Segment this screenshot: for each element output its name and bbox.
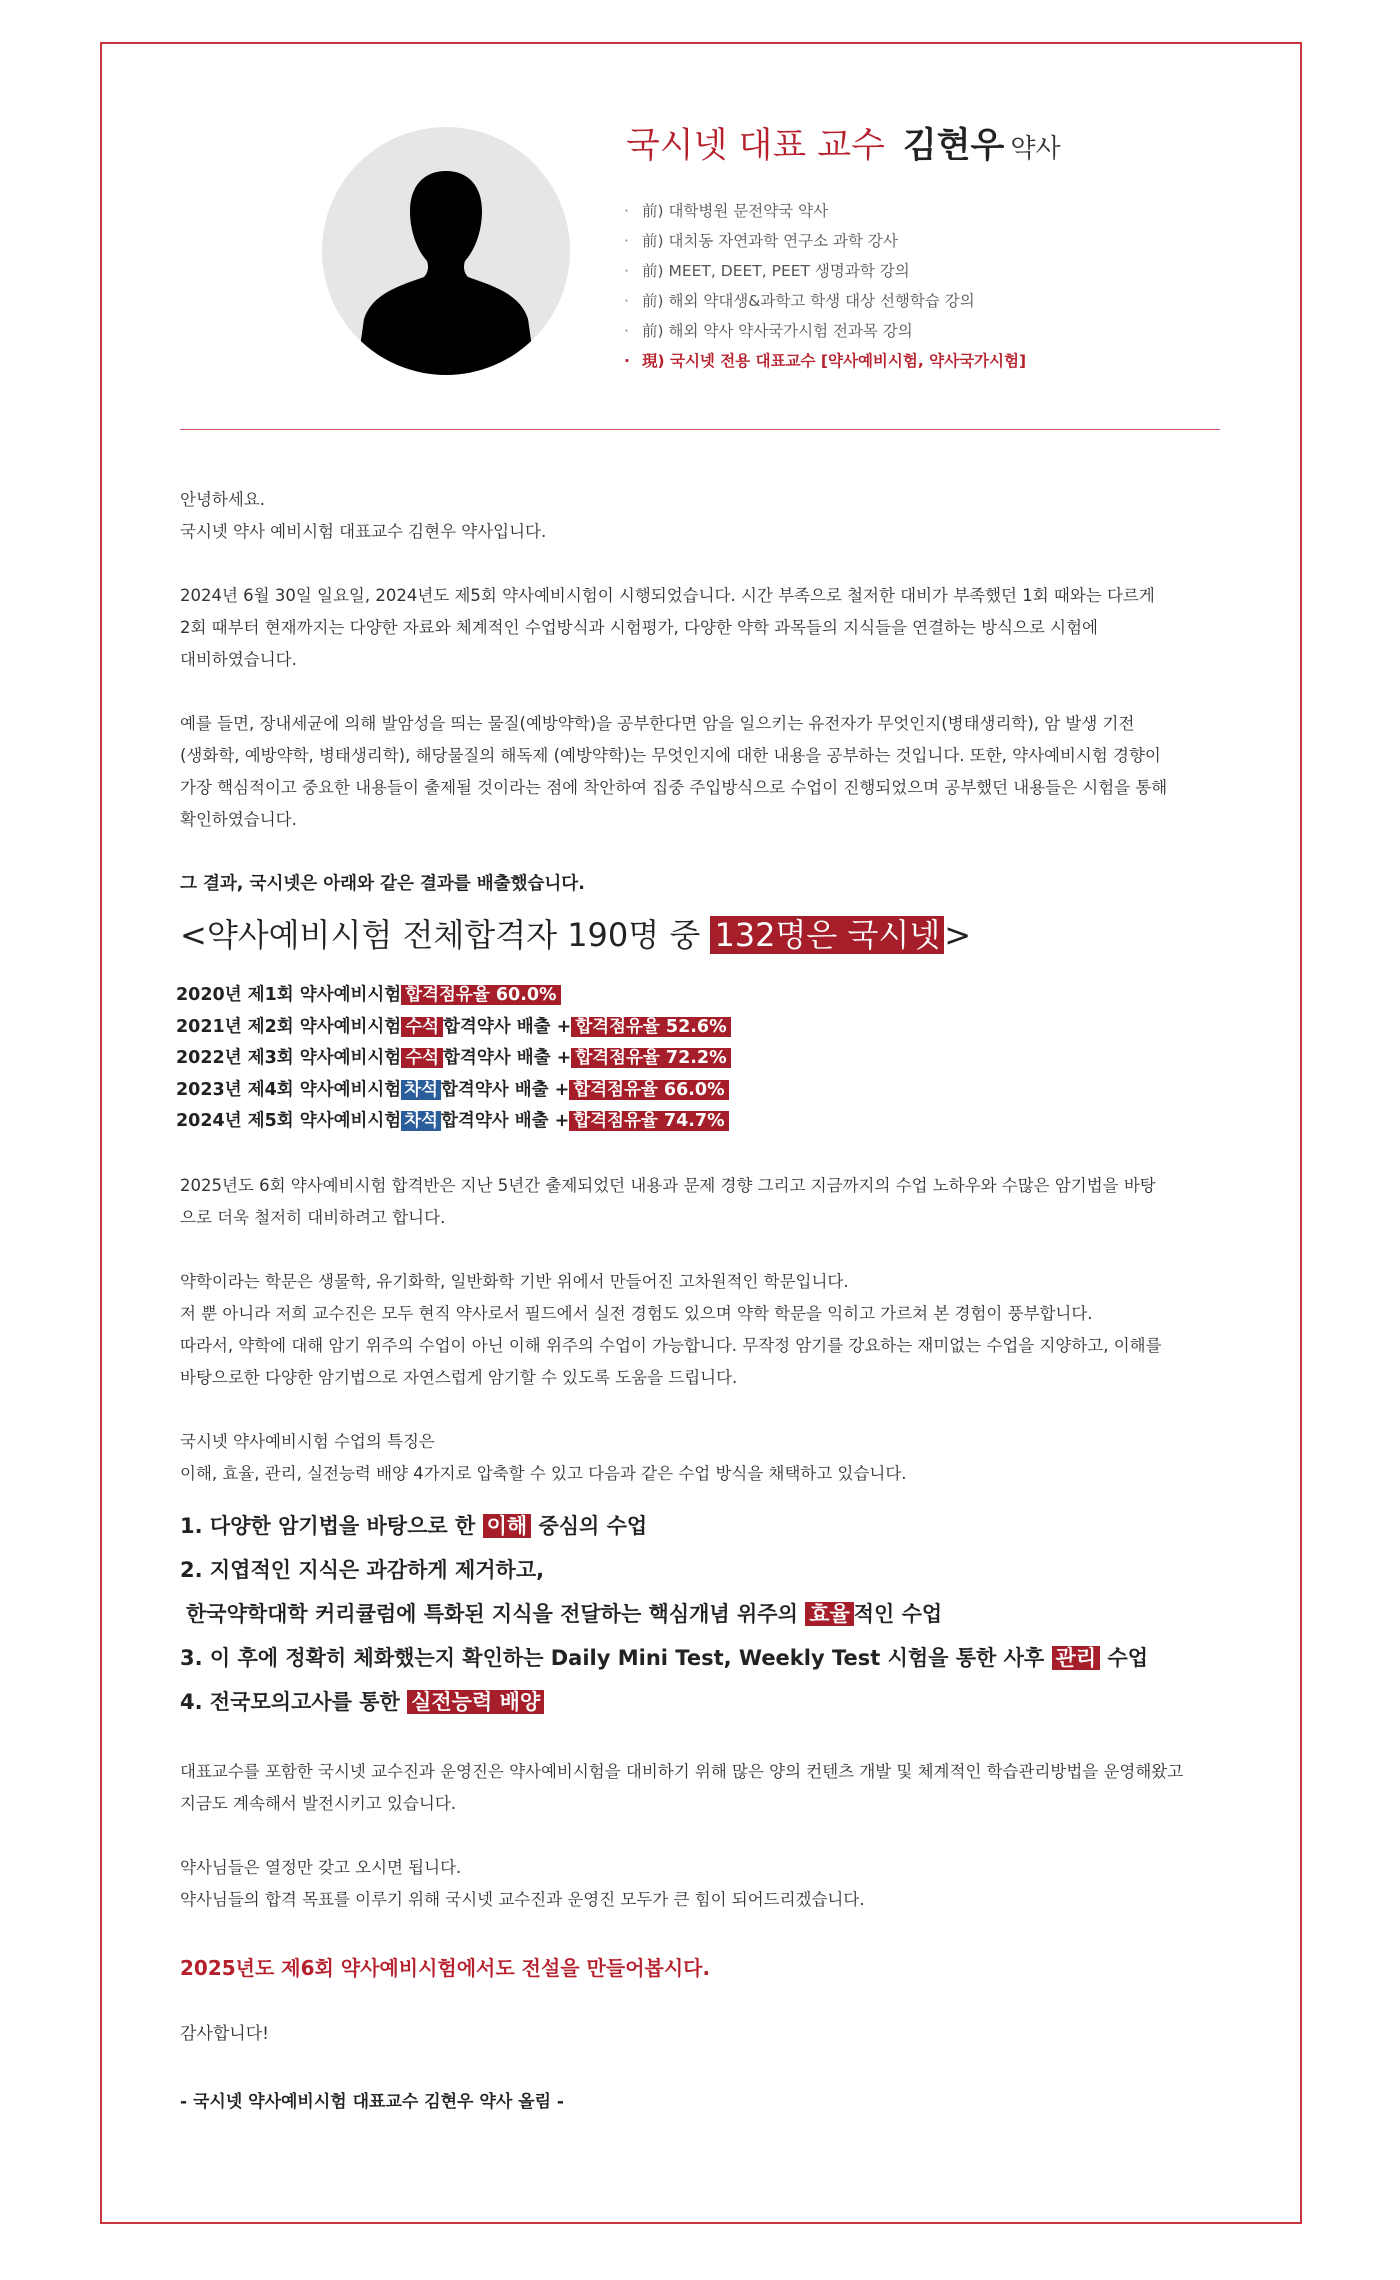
feature-efficiency-line2: 한국약학대학 커리큘럼에 특화된 지식을 전달하는 핵심개념 위주의 효율 적인 수업 (186, 1601, 943, 1626)
profile-avatar (322, 127, 570, 375)
rank-badge: 수석 (401, 1017, 443, 1037)
career-item: · 前) 대치동 자연과학 연구소 과학 강사 (624, 232, 898, 250)
paragraph-encouragement: 약사님들은 열정만 갖고 오시면 됩니다. 약사님들의 합격 목표를 이루기 위해 국시넷 교수진과 운영진 모두가 큰 힘이 되어드리겠습니다. (180, 1857, 865, 1909)
feature-efficiency-line1: 2. 지엽적인 지식은 과감하게 제거하고, (180, 1557, 545, 1582)
rank-badge: 차석 (401, 1111, 441, 1131)
result-row: 2022년 제3회 약사예비시험 수석 합격약사 배출 + 합격점유율 72.2% (176, 1043, 1225, 1075)
big-result-headline: <약사예비시험 전체합격자 190명 중 132명은 국시넷 > (180, 916, 972, 954)
results-list (176, 980, 1225, 1138)
result-row: 2020년 제1회 약사예비시험 합격점유율 60.0% (176, 980, 1225, 1012)
professor-title (626, 118, 1061, 180)
share-badge: 합격점유율 74.7% (569, 1111, 728, 1131)
features-list (180, 1504, 1225, 1724)
signature: - 국시넷 약사예비시험 대표교수 김현우 약사 올림 - (180, 2091, 564, 2112)
career-item: · 前) 해외 약사 약사국가시험 전과목 강의 (624, 322, 913, 340)
career-item: · 前) 대학병원 문전약국 약사 (624, 202, 829, 220)
paragraph-team: 대표교수를 포함한 국시넷 교수진과 운영진은 약사예비시험을 대비하기 위해 많은 양의 컨텐츠 개발 및 체계적인 학습관리방법을 운영해왔고 지금도 계속해서 발전시키고 있습니다. (180, 1761, 1184, 1813)
share-badge: 합격점유율 66.0% (569, 1080, 728, 1100)
rank-badge: 차석 (401, 1080, 441, 1100)
thanks: 감사합니다! (180, 2023, 269, 2044)
feature-practical: 4. 전국모의고사를 통한 실전능력 배양 (180, 1680, 1225, 1724)
rank-badge: 수석 (401, 1048, 443, 1068)
paragraph-exam-intro: 2024년 6월 30일 일요일, 2024년도 제5회 약사예비시험이 시행되었습니다. 시간 부족으로 철저한 대비가 부족했던 1회 때와는 다르게 2회 때부터 현재까지는 다양한 자료와 체계적인 수업방식과 시험평가, 다양한 약학 과목들의 지식들을 연결하는 방식으로 시험에 대비하였습니다. (180, 586, 1155, 669)
share-badge: 합격점유율 72.2% (571, 1048, 730, 1068)
title-red: 국시넷 대표 교수 (626, 126, 885, 166)
share-badge: 합격점유율 52.6% (571, 1017, 730, 1037)
paragraph-example: 예를 들면, 장내세균에 의해 발암성을 띄는 물질(예방약학)을 공부한다면 암을 일으키는 유전자가 무엇인지(병태생리학), 암 발생 기전 (생화학, 예방약학, 병태생리학), 해당물질의 해독제 (예방약학)는 무엇인지에 대한 내용을 공부하는 것입니다. 또한, 약사예비시험 경향이 가장 핵심적이고 중요한 내용들이 출제될 것이라는 점에 착안하여 집중 주입방식으로 수업이 진행되었으며 공부했던 내용들은 시험을 통해 확인하였습니다. (180, 714, 1168, 829)
career-item: · 前) 해외 약대생&과학고 학생 대상 선행학습 강의 (624, 292, 975, 310)
slogan: 2025년도 제6회 약사예비시험에서도 전설을 만들어봅시다. (180, 1955, 711, 1980)
big-result-highlight: 132명은 국시넷 (710, 916, 944, 954)
paragraph-2025-plan: 2025년도 6회 약사예비시험 합격반은 지난 5년간 출제되었던 내용과 문제 경향 그리고 지금까지의 수업 노하우와 수많은 암기법을 바탕 으로 더욱 철저히 대비하려고 합니다. (180, 1175, 1156, 1227)
result-row: 2021년 제2회 약사예비시험 수석 합격약사 배출 + 합격점유율 52.6% (176, 1012, 1225, 1044)
result-lead: 그 결과, 국시넷은 아래와 같은 결과를 배출했습니다. (180, 874, 585, 894)
career-item: · 前) MEET, DEET, PEET 생명과학 강의 (624, 262, 910, 280)
name-suffix: 약사 (1010, 134, 1061, 164)
feature-understanding: 1. 다양한 암기법을 바탕으로 한 이해 중심의 수업 (180, 1513, 648, 1538)
section-divider (180, 429, 1220, 430)
result-row: 2024년 제5회 약사예비시험 차석 합격약사 배출 + 합격점유율 74.7% (176, 1106, 1225, 1138)
result-row: 2023년 제4회 약사예비시험 차석 합격약사 배출 + 합격점유율 66.0% (176, 1075, 1225, 1107)
greeting: 안녕하세요. 국시넷 약사 예비시험 대표교수 김현우 약사입니다. (180, 490, 547, 541)
person-silhouette-icon (322, 127, 570, 375)
letter-body (176, 484, 1225, 2118)
professor-name: 김현우 (902, 126, 1005, 166)
paragraph-pharmacy: 약학이라는 학문은 생물학, 유기화학, 일반화학 기반 위에서 만들어진 고차원적인 학문입니다. 저 뿐 아니라 저희 교수진은 모두 현직 약사로서 필드에서 실전 경험도 있으며 약학 학문을 익히고 가르쳐 본 경험이 풍부합니다. 따라서, 약학에 대해 암기 위주의 수업이 아닌 이해 위주의 수업이 가능합니다. 무작정 암기를 강요하는 재미없는 수업을 지양하고, 이해를 바탕으로한 다양한 암기법으로 자연스럽게 암기할 수 있도록 도움을 드립니다. (180, 1271, 1162, 1387)
feature-management: 3. 이 후에 정확히 체화했는지 확인하는 Daily Mini Test, Weekly Test 시험을 통한 사후 관리 수업 (180, 1645, 1148, 1670)
share-badge: 합격점유율 60.0% (401, 985, 560, 1005)
career-item-current: · 現) 국시넷 전용 대표교수 [약사예비시험, 약사국가시험] (624, 352, 1027, 370)
career-list (624, 196, 1026, 376)
paragraph-features-intro: 국시넷 약사예비시험 수업의 특징은 이해, 효율, 관리, 실전능력 배양 4가지로 압축할 수 있고 다음과 같은 수업 방식을 채택하고 있습니다. (180, 1431, 907, 1483)
